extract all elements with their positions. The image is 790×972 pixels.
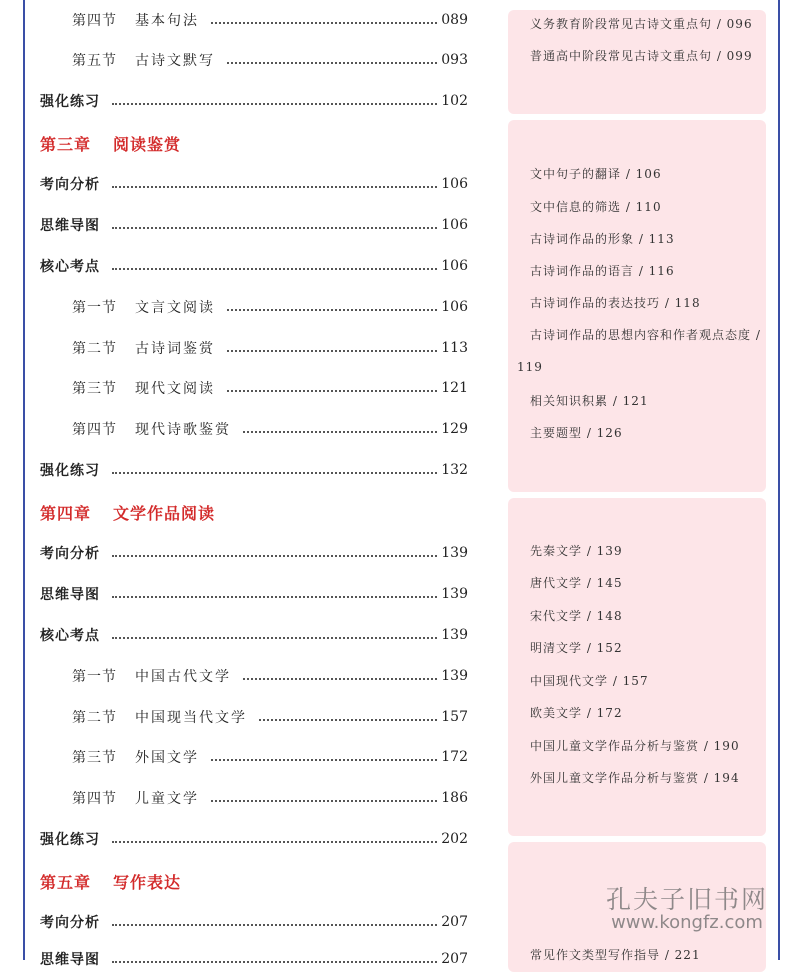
toc-row-main[interactable] bbox=[40, 540, 468, 566]
toc-row-section[interactable] bbox=[72, 785, 468, 811]
page-number: 106 bbox=[441, 176, 468, 192]
entry-label: 考向分析 bbox=[40, 177, 100, 193]
leader-dots bbox=[112, 961, 437, 963]
topic-entry[interactable]: 欧美文学 / 172 bbox=[530, 706, 623, 720]
leader-dots bbox=[112, 637, 437, 639]
section-title: 基本句法 bbox=[135, 13, 199, 29]
leader-dots bbox=[227, 350, 437, 352]
topic-entry[interactable]: 古诗词作品的语言 / 116 bbox=[530, 264, 675, 278]
page-number: 106 bbox=[441, 299, 468, 315]
section-number: 第三节 bbox=[72, 381, 117, 397]
page-number: 139 bbox=[441, 627, 468, 643]
toc-row-main[interactable] bbox=[40, 212, 468, 238]
toc-row-main[interactable] bbox=[40, 253, 468, 279]
topic-entry[interactable]: 中国现代文学 / 157 bbox=[530, 674, 649, 688]
section-title: 外国文学 bbox=[135, 750, 199, 766]
leader-dots bbox=[112, 841, 437, 843]
leader-dots bbox=[112, 227, 437, 229]
toc-row-main[interactable] bbox=[40, 171, 468, 197]
page-number: 089 bbox=[441, 12, 468, 28]
toc-row-main[interactable] bbox=[40, 909, 468, 935]
page-number: 106 bbox=[441, 217, 468, 233]
toc-row-section[interactable] bbox=[72, 416, 468, 442]
chapter-number: 第五章 bbox=[40, 872, 92, 892]
leader-dots bbox=[112, 924, 437, 926]
leader-dots bbox=[259, 719, 437, 721]
chapter-heading[interactable] bbox=[40, 129, 181, 157]
entry-label: 思维导图 bbox=[40, 218, 100, 234]
toc-row-main[interactable] bbox=[40, 622, 468, 648]
entry-label: 思维导图 bbox=[40, 952, 100, 968]
leader-dots bbox=[112, 596, 437, 598]
toc-row-main[interactable] bbox=[40, 826, 468, 852]
leader-dots bbox=[227, 390, 437, 392]
page-number: 121 bbox=[441, 380, 468, 396]
page-number: 202 bbox=[441, 831, 468, 847]
chapter-number: 第三章 bbox=[40, 134, 92, 154]
entry-label: 考向分析 bbox=[40, 546, 100, 562]
topic-entry[interactable]: 文中句子的翻译 / 106 bbox=[530, 167, 662, 181]
toc-row-section[interactable] bbox=[72, 375, 468, 401]
leader-dots bbox=[112, 186, 437, 188]
toc-row-main[interactable] bbox=[40, 88, 468, 114]
section-title: 中国古代文学 bbox=[135, 669, 231, 685]
leader-dots bbox=[112, 555, 437, 557]
page-number: 132 bbox=[441, 462, 468, 478]
topic-entry[interactable]: 中国儿童文学作品分析与鉴赏 / 190 bbox=[530, 739, 740, 753]
toc-row-section[interactable] bbox=[72, 704, 468, 730]
leader-dots bbox=[112, 472, 437, 474]
section-number: 第五节 bbox=[72, 53, 117, 69]
entry-label: 强化练习 bbox=[40, 94, 100, 110]
topic-entry[interactable]: 古诗词作品的形象 / 113 bbox=[530, 232, 675, 246]
chapter-title: 写作表达 bbox=[113, 872, 182, 892]
leader-dots bbox=[211, 759, 437, 761]
page-number: 093 bbox=[441, 52, 468, 68]
chapter-number: 第四章 bbox=[40, 503, 92, 523]
section-number: 第三节 bbox=[72, 750, 117, 766]
entry-label: 强化练习 bbox=[40, 463, 100, 479]
toc-row-main[interactable] bbox=[40, 581, 468, 607]
topic-entry[interactable]: 明清文学 / 152 bbox=[530, 641, 623, 655]
leader-dots bbox=[211, 22, 437, 24]
watermark-url: www.kongfz.com bbox=[611, 912, 763, 933]
section-title: 文言文阅读 bbox=[135, 300, 215, 316]
leader-dots bbox=[112, 268, 437, 270]
entry-label: 核心考点 bbox=[40, 259, 100, 275]
toc-row-main[interactable] bbox=[40, 946, 468, 972]
entry-label: 考向分析 bbox=[40, 915, 100, 931]
section-number: 第一节 bbox=[72, 300, 117, 316]
topic-entry[interactable]: 宋代文学 / 148 bbox=[530, 609, 623, 623]
section-number: 第二节 bbox=[72, 341, 117, 357]
page-number: 207 bbox=[441, 951, 468, 967]
toc-row-section[interactable] bbox=[72, 744, 468, 770]
chapter-title: 阅读鉴赏 bbox=[113, 134, 182, 154]
page-number: 139 bbox=[441, 586, 468, 602]
section-number: 第二节 bbox=[72, 710, 117, 726]
leader-dots bbox=[227, 62, 437, 64]
topic-entry[interactable]: 义务教育阶段常见古诗文重点句 / 096 bbox=[530, 17, 753, 31]
page-number: 157 bbox=[441, 709, 468, 725]
topic-entry[interactable]: 普通高中阶段常见古诗文重点句 / 099 bbox=[530, 49, 753, 63]
page-number: 139 bbox=[441, 668, 468, 684]
section-title: 古诗文默写 bbox=[135, 53, 215, 69]
toc-row-section[interactable] bbox=[72, 294, 468, 320]
leader-dots bbox=[227, 309, 437, 311]
page-number: 129 bbox=[441, 421, 468, 437]
watermark bbox=[592, 880, 782, 933]
section-title: 古诗词鉴赏 bbox=[135, 341, 215, 357]
topic-entry[interactable]: 古诗词作品的思想内容和作者观点态度 / 119 bbox=[517, 328, 761, 374]
page-number: 172 bbox=[441, 749, 468, 765]
section-title: 现代诗歌鉴赏 bbox=[135, 422, 231, 438]
topic-entry[interactable]: 主要题型 / 126 bbox=[530, 426, 623, 440]
section-number: 第四节 bbox=[72, 13, 117, 29]
page-number: 186 bbox=[441, 790, 468, 806]
watermark-name: 孔夫子旧书网 bbox=[605, 885, 768, 914]
toc-row-section[interactable] bbox=[72, 47, 468, 73]
chapter-heading[interactable] bbox=[40, 867, 181, 895]
topic-entry[interactable]: 文中信息的筛选 / 110 bbox=[530, 200, 662, 214]
section-title: 儿童文学 bbox=[135, 791, 199, 807]
topic-entry[interactable]: 先秦文学 / 139 bbox=[530, 544, 623, 558]
leader-dots bbox=[243, 431, 437, 433]
topic-entry[interactable]: 古诗词作品的表达技巧 / 118 bbox=[530, 296, 701, 310]
entry-label: 核心考点 bbox=[40, 628, 100, 644]
topic-entry[interactable]: 唐代文学 / 145 bbox=[530, 576, 623, 590]
chapter-title: 文学作品阅读 bbox=[113, 503, 216, 523]
section-number: 第四节 bbox=[72, 791, 117, 807]
toc-row-section[interactable] bbox=[72, 7, 468, 33]
chapter-heading[interactable] bbox=[40, 498, 215, 526]
page-number: 106 bbox=[441, 258, 468, 274]
page-number: 113 bbox=[441, 340, 468, 356]
leader-dots bbox=[112, 103, 437, 105]
toc-row-section[interactable] bbox=[72, 663, 468, 689]
page-number: 139 bbox=[441, 545, 468, 561]
section-title: 现代文阅读 bbox=[135, 381, 215, 397]
section-title: 中国现当代文学 bbox=[135, 710, 247, 726]
topic-entry[interactable]: 外国儿童文学作品分析与鉴赏 / 194 bbox=[530, 771, 740, 785]
leader-dots bbox=[211, 800, 437, 802]
leader-dots bbox=[243, 678, 437, 680]
page-number: 102 bbox=[441, 93, 468, 109]
section-number: 第一节 bbox=[72, 669, 117, 685]
topic-entry[interactable]: 常见作文类型写作指导 / 221 bbox=[530, 948, 701, 962]
topic-entry[interactable]: 相关知识积累 / 121 bbox=[530, 394, 649, 408]
toc-row-main[interactable] bbox=[40, 457, 468, 483]
entry-label: 强化练习 bbox=[40, 832, 100, 848]
section-number: 第四节 bbox=[72, 422, 117, 438]
toc-row-section[interactable] bbox=[72, 335, 468, 361]
entry-label: 思维导图 bbox=[40, 587, 100, 603]
page-border-right bbox=[778, 0, 780, 960]
page-number: 207 bbox=[441, 914, 468, 930]
